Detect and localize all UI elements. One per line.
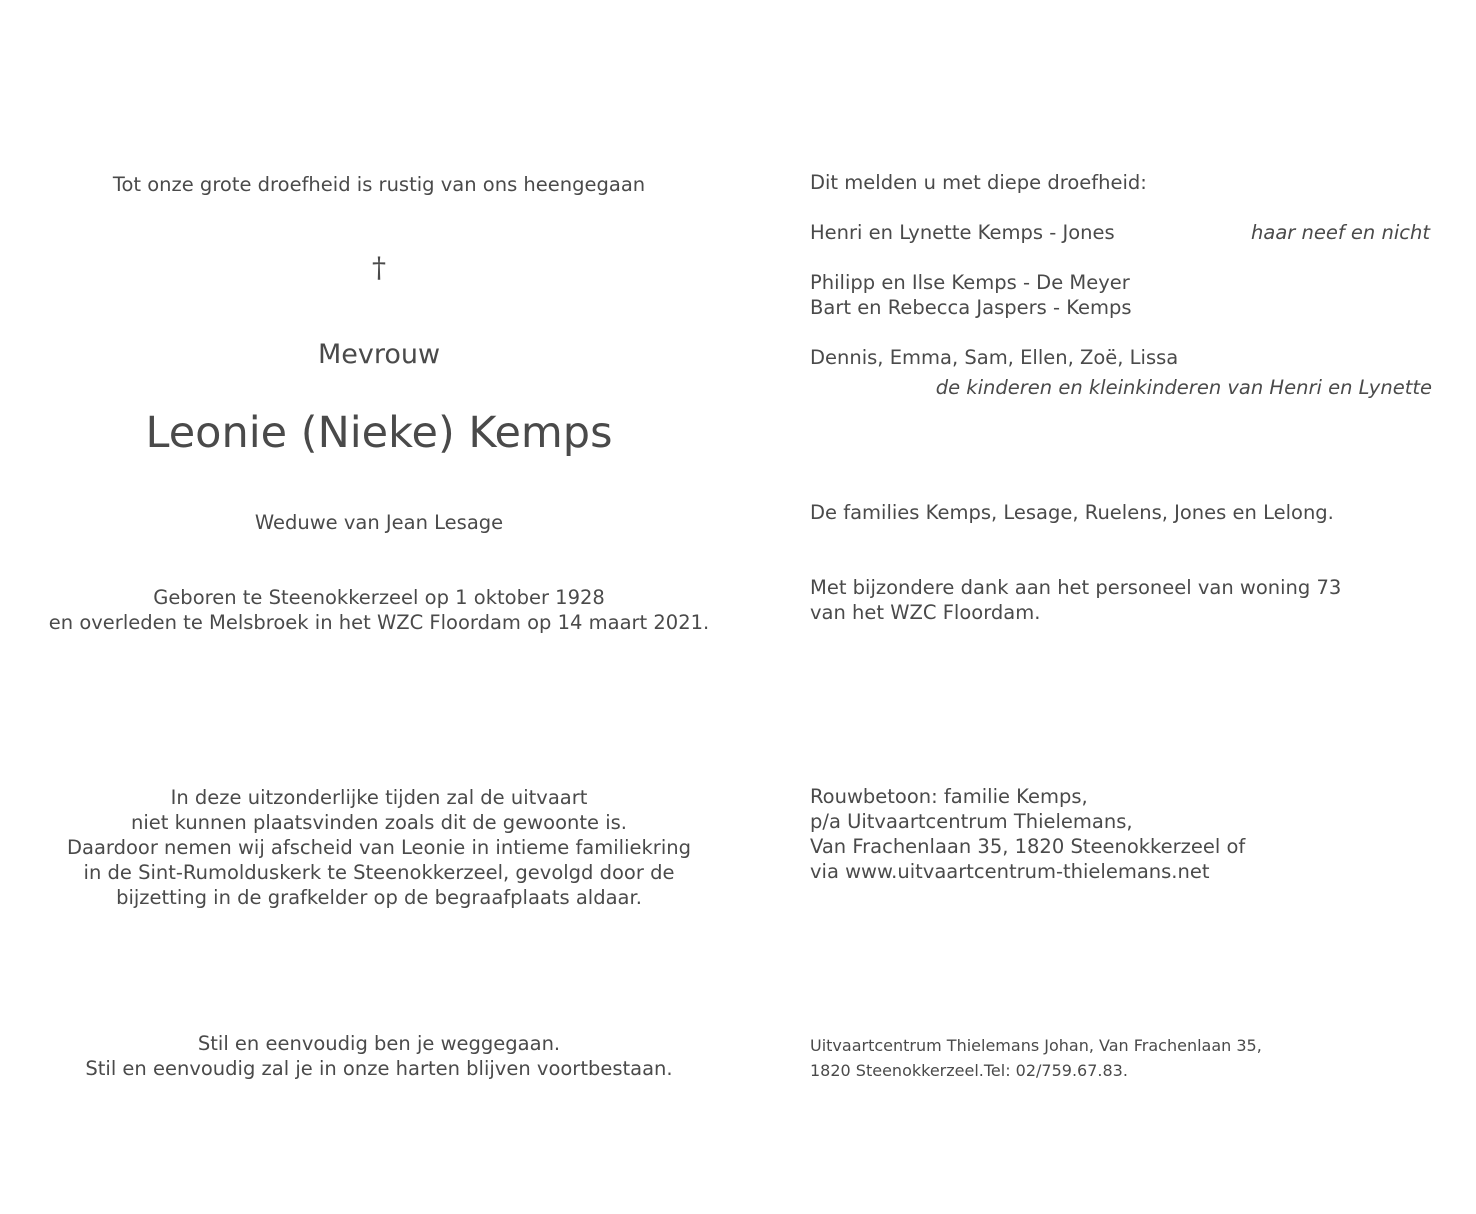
- relative-henri: Henri en Lynette Kemps - Jones: [810, 221, 1115, 244]
- funeral-line: niet kunnen plaatsvinden zoals dit de gewoonte is.: [131, 811, 627, 834]
- funeral-line: bijzetting in de grafkelder op de begraafplaats aldaar.: [116, 886, 642, 909]
- condolences-line: p/a Uitvaartcentrum Thielemans,: [810, 810, 1133, 833]
- relative-bart: Bart en Rebecca Jaspers - Kemps: [810, 296, 1132, 319]
- poem: [30, 1031, 728, 1081]
- cross-symbol: †: [372, 251, 386, 284]
- funeral-line: Daardoor nemen wij afscheid van Leonie in intieme familiekring: [67, 836, 691, 859]
- thanks-block: [810, 575, 1341, 625]
- relative-philipp: Philipp en Ilse Kemps - De Meyer: [810, 271, 1130, 294]
- funeral-line: in de Sint-Rumolduskerk te Steenokkerzeel, gevolgd door de: [83, 861, 675, 884]
- condolences-line: Rouwbetoon: familie Kemps,: [810, 785, 1088, 808]
- thanks-line: Met bijzondere dank aan het personeel van woning 73: [810, 576, 1342, 599]
- footer-line: Uitvaartcentrum Thielemans Johan, Van Frachenlaan 35,: [810, 1036, 1262, 1055]
- deceased-name: Leonie (Nieke) Kemps: [145, 408, 613, 458]
- widow-line: Weduwe van Jean Lesage: [254, 511, 504, 534]
- announcement-line: Dit melden u met diepe droefheid:: [810, 171, 1147, 194]
- poem-line: Stil en eenvoudig ben je weggegaan.: [197, 1032, 561, 1055]
- condolences-line: Van Frachenlaan 35, 1820 Steenokkerzeel of: [810, 835, 1246, 858]
- relative-children: Dennis, Emma, Sam, Ellen, Zoë, Lissa: [810, 346, 1179, 369]
- thanks-line: van het WZC Floordam.: [810, 601, 1041, 624]
- funeral-home-footer: [810, 1033, 1262, 1083]
- families-line: De families Kemps, Lesage, Ruelens, Jones en Lelong.: [810, 501, 1334, 524]
- birth-line: Geboren te Steenokkerzeel op 1 oktober 1928: [153, 586, 605, 609]
- intro-text: Tot onze grote droefheid is rustig van ons heengegaan: [112, 173, 646, 196]
- condolences-line: via www.uitvaartcentrum-thielemans.net: [810, 860, 1210, 883]
- death-line: en overleden te Melsbroek in het WZC Floordam op 14 maart 2021.: [48, 611, 710, 634]
- relation-children: de kinderen en kleinkinderen van Henri en Lynette: [935, 376, 1432, 399]
- condolences-block: [810, 784, 1245, 884]
- honorific: Mevrouw: [317, 339, 441, 370]
- relation-henri: haar neef en nicht: [1251, 221, 1430, 244]
- footer-line: 1820 Steenokkerzeel.Tel: 02/759.67.83.: [810, 1061, 1128, 1080]
- birth-death-block: [30, 585, 728, 635]
- funeral-notice: [30, 785, 728, 910]
- poem-line: Stil en eenvoudig zal je in onze harten blijven voortbestaan.: [85, 1057, 673, 1080]
- funeral-line: In deze uitzonderlijke tijden zal de uitvaart: [170, 786, 588, 809]
